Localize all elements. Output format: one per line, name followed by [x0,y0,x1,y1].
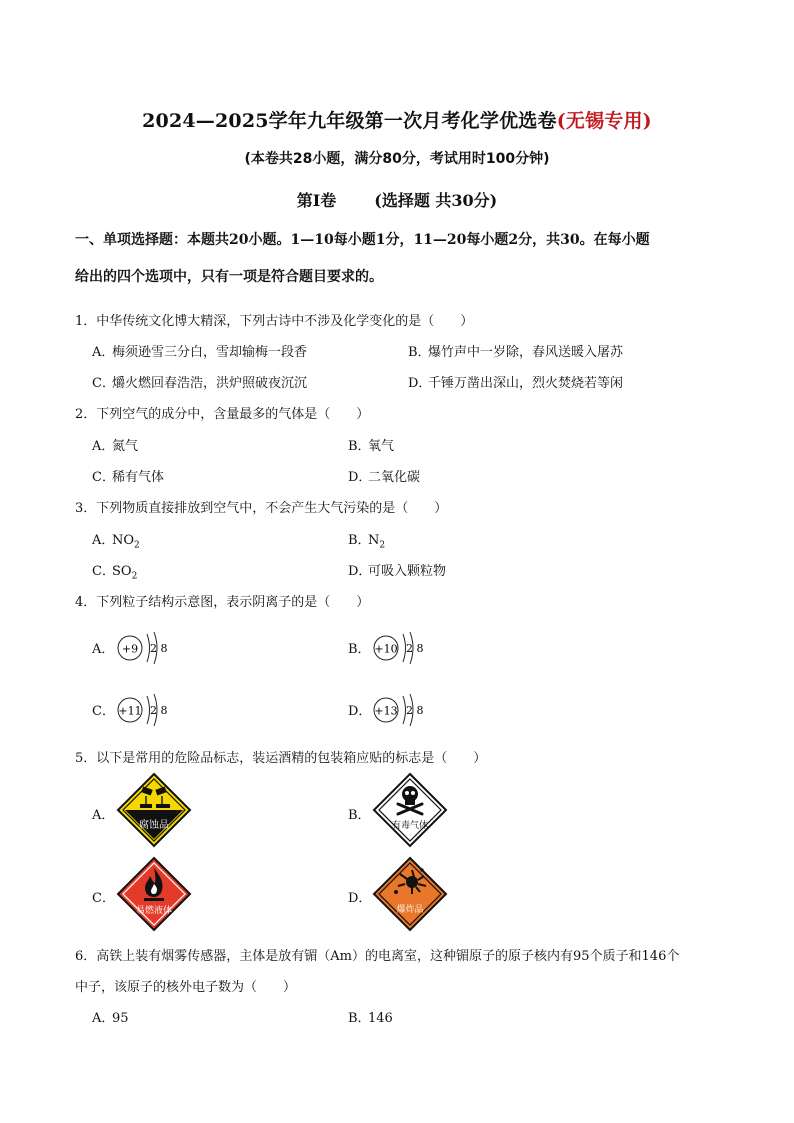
q4-option-b-label: B． [348,642,371,657]
q4-option-a-label: A． [92,642,115,657]
q3-option-d: D．可吸入颗粒物 [348,564,447,579]
instructions-line-1: 一、单项选择题：本题共20小题。1—10每小题1分，11—20每小题2分，共30。在每小题 [75,232,650,248]
q2-option-d: D．二氧化碳 [348,470,421,485]
q6-option-b: B．146 [348,1011,393,1026]
q3-option-a: A．$NO_2$ [92,533,140,551]
q5-option-b-label: B． [348,808,371,823]
title-main: 2024—2025学年九年级第一次月考化学优选卷 [142,110,557,132]
section-part: 第I卷 [296,191,337,210]
svg-text:+10: +10 [374,642,398,656]
question-3-stem: 3．下列物质直接排放到空气中，不会产生大气污染的是（ ） [75,501,448,516]
atom-diagram-b [372,628,432,668]
q1-option-c: C．爝火燃回春浩浩，洪炉照破夜沉沉 [92,376,308,391]
question-2-stem: 2．下列空气的成分中，含量最多的气体是（ ） [75,407,370,422]
q5-option-c-label: C． [92,891,115,906]
corrosive-sign [116,772,192,848]
exam-title [0,106,794,133]
svg-text:腐蚀品: 腐蚀品 [139,820,169,831]
svg-text:2 8: 2 8 [406,704,424,717]
section-desc: (选择题 共30分) [374,191,498,210]
q1-option-a: A．梅须逊雪三分白，雪却输梅一段香 [92,345,308,360]
svg-text:爆炸品: 爆炸品 [396,905,424,915]
q5-option-d-label: D． [348,891,372,906]
q5-option-a-label: A． [92,808,115,823]
question-1-stem: 1．中华传统文化博大精深，下列古诗中不涉及化学变化的是（ ） [75,314,474,329]
svg-text:+9: +9 [121,642,139,656]
explosive-sign [372,856,448,932]
q3-option-c: C．$SO_2$ [92,564,138,582]
question-6-stem-line-2: 中子，该原子的核外电子数为（ ） [75,980,297,995]
question-6-stem-line-1: 6．高铁上装有烟雾传感器，主体是放有镅（Am）的电离室，这种镅原子的原子核内有95个质子和146个 [75,949,680,964]
q1-option-b: B．爆竹声中一岁除，春风送暖入屠苏 [408,345,624,360]
exam-subtitle: (本卷共28小题，满分80分，考试用时100分钟) [244,151,550,167]
title-region: (无锡专用) [556,110,652,132]
atom-diagram-a [116,628,176,668]
section-heading [0,188,794,211]
q3-option-b: B．$N_2$ [348,533,386,551]
svg-text:2 8: 2 8 [150,642,168,655]
toxic-gas-sign [372,772,448,848]
atom-diagram-c [116,690,176,730]
q1-option-d: D．千锤万凿出深山，烈火焚烧若等闲 [408,376,624,391]
svg-text:易燃液体: 易燃液体 [135,906,173,916]
q2-option-c: C．稀有气体 [92,470,165,485]
q2-option-b: B．氧气 [348,439,395,454]
q2-option-a: A．氮气 [92,439,139,454]
q4-option-d-label: D． [348,704,372,719]
svg-text:2 8: 2 8 [150,704,168,717]
question-4-stem: 4．下列粒子结构示意图，表示阴离子的是（ ） [75,595,370,610]
atom-diagram-d [372,690,432,730]
svg-text:有毒气体: 有毒气体 [391,821,429,831]
question-5-stem: 5．以下是常用的危险品标志，装运酒精的包装箱应贴的标志是（ ） [75,751,487,766]
instructions-line-2: 给出的四个选项中，只有一项是符合题目要求的。 [75,269,383,285]
svg-text:+11: +11 [118,704,142,718]
flammable-liquid-sign [116,856,192,932]
q4-option-c-label: C． [92,704,115,719]
q6-option-a: A．95 [92,1011,129,1026]
svg-text:+13: +13 [374,704,398,718]
svg-text:2 8: 2 8 [406,642,424,655]
